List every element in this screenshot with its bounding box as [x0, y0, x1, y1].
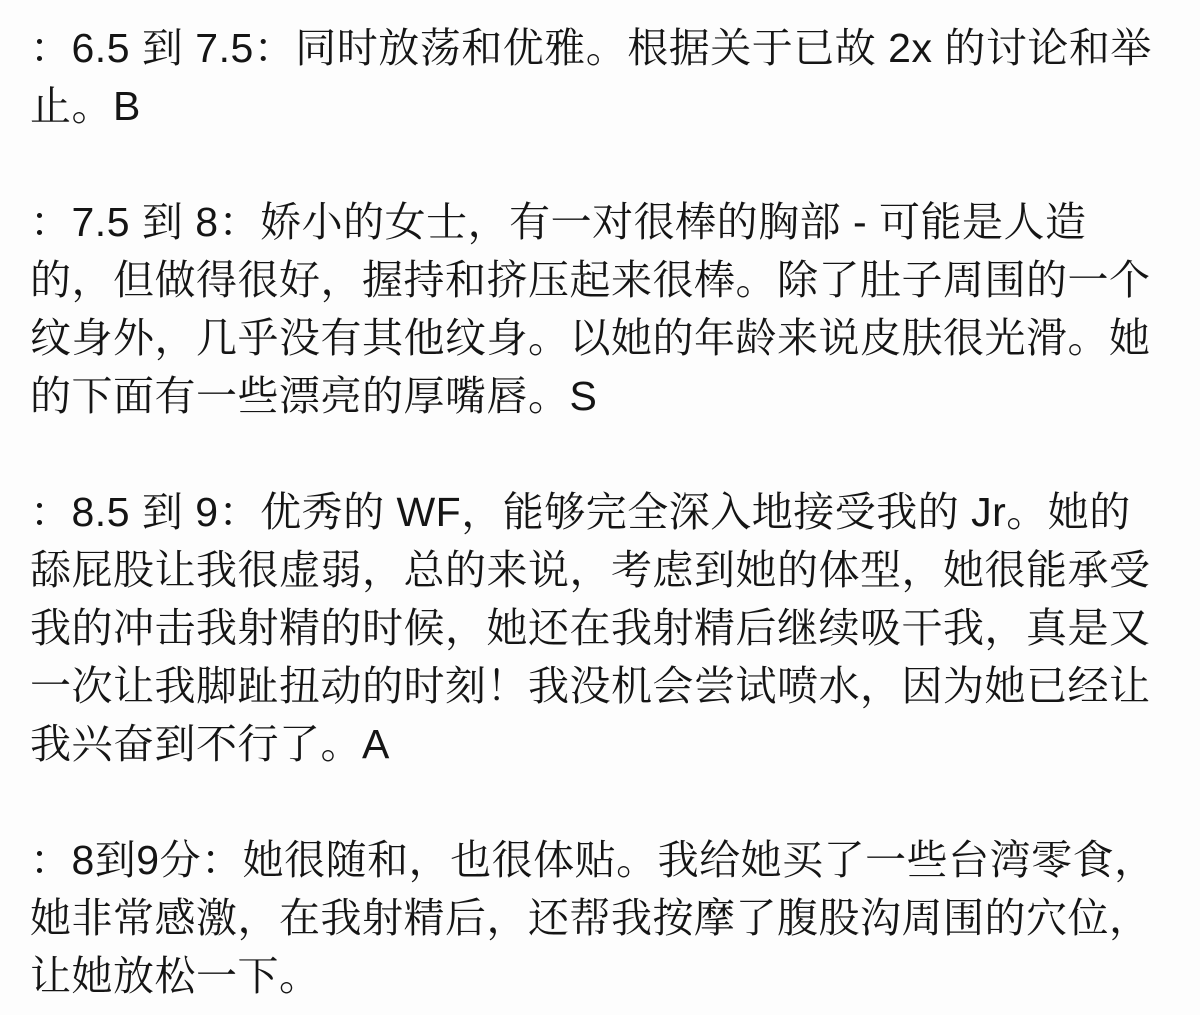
text-line: ：8到9分：她很随和，也很体贴。我给她买了一些台湾零食， [30, 837, 1156, 883]
text-line: 一次让我脚趾扭动的时刻！我没机会尝试喷水，因为她已经让 [30, 663, 1151, 709]
text-line: ：8.5 到 9：优秀的 WF，能够完全深入地接受我的 Jr。她的 [30, 489, 1131, 535]
text-line: 舔屁股让我很虚弱，总的来说，考虑到她的体型，她很能承受 [30, 547, 1151, 593]
text-line: 纹身外，几乎没有其他纹身。以她的年龄来说皮肤很光滑。她 [30, 315, 1151, 361]
text-line: 的，但做得很好，握持和挤压起来很棒。除了肚子周围的一个 [30, 257, 1151, 303]
text-line: ：6.5 到 7.5：同时放荡和优雅。根据关于已故 2x 的讨论和举 [30, 25, 1152, 71]
text-line: ：7.5 到 8：娇小的女士，有一对很棒的胸部 - 可能是人造 [30, 199, 1087, 245]
text-line: 让她放松一下。 [30, 953, 321, 999]
review-paragraph [30, 483, 1170, 773]
review-paragraph [30, 193, 1170, 425]
text-line: 她非常感激，在我射精后，还帮我按摩了腹股沟周围的穴位， [30, 895, 1151, 941]
text-line: 我兴奋到不行了。A [30, 721, 390, 767]
review-paragraph [30, 831, 1170, 1005]
review-paragraph [30, 19, 1170, 135]
text-line: 我的冲击我射精的时候，她还在我射精后继续吸干我，真是又 [30, 605, 1151, 651]
text-line: 的下面有一些漂亮的厚嘴唇。S [30, 373, 598, 419]
text-line: 止。B [30, 83, 141, 129]
